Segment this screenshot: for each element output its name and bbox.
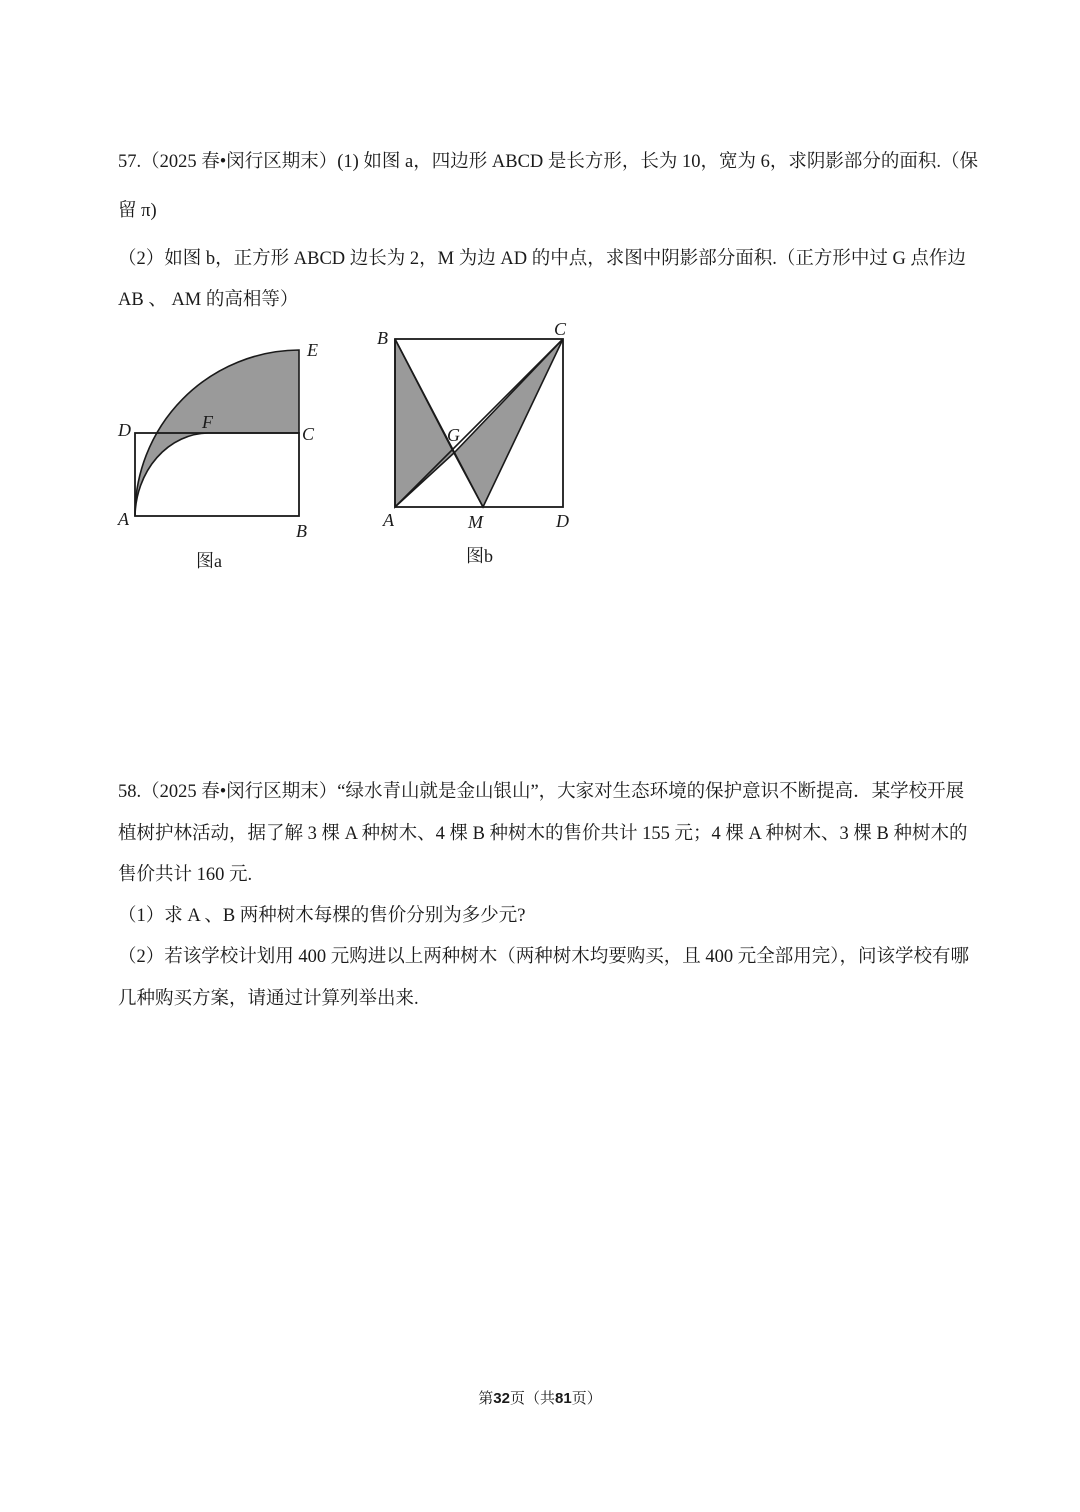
page-footer	[0, 1387, 1080, 1408]
label-b-C: C	[554, 319, 567, 339]
footer-page-number: 32	[493, 1390, 510, 1407]
figure-b-caption: 图b	[466, 546, 493, 566]
q57-line-1: 57.（2025 春•闵行区期末）(1) 如图 a，四边形 ABCD 是长方形，长为 10，宽为 6，求阴影部分的面积.（保	[118, 152, 979, 172]
figure-a-caption: 图a	[196, 551, 222, 571]
label-a-B: B	[296, 521, 307, 541]
q58-line-3: 售价共计 160 元.	[118, 865, 253, 885]
figure-b	[370, 318, 590, 543]
figure-b-shaded-triangle-left	[395, 339, 454, 507]
label-b-M: M	[468, 512, 483, 532]
label-a-A: A	[118, 509, 129, 529]
q57-line-4: AB 、 AM 的高相等）	[118, 290, 299, 310]
figure-a	[110, 330, 340, 555]
q57-line-2: 留 π)	[118, 201, 157, 221]
label-a-C: C	[302, 424, 315, 444]
footer-prefix: 第	[478, 1390, 494, 1407]
label-b-D: D	[556, 511, 569, 531]
q58-line-6: 几种购买方案，请通过计算列举出来.	[118, 989, 419, 1009]
figure-a-drawing	[110, 330, 340, 550]
label-b-A: A	[383, 510, 394, 530]
q58-line-4: （1）求 A 、B 两种树木每棵的售价分别为多少元?	[118, 906, 526, 926]
footer-mid: 页（共	[509, 1390, 555, 1407]
label-b-B: B	[377, 328, 388, 348]
label-b-G: G	[447, 425, 460, 445]
label-a-F: F	[202, 412, 213, 432]
q58-line-1: 58.（2025 春•闵行区期末）“绿水青山就是金山银山”，大家对生态环境的保护意识不断提高．某学校开展	[118, 782, 965, 802]
label-a-E: E	[307, 340, 318, 360]
q57-line-3: （2）如图 b，正方形 ABCD 边长为 2，M 为边 AD 的中点，求图中阴影部分面积.（正方形中过 G 点作边	[118, 249, 966, 269]
q58-line-2: 植树护林活动，据了解 3 棵 A 种树木、4 棵 B 种树木的售价共计 155 元；4 棵 A 种树木、3 棵 B 种树木的	[118, 824, 968, 844]
figure-b-drawing	[370, 318, 590, 538]
footer-suffix: 页）	[571, 1390, 602, 1407]
label-a-D: D	[118, 420, 131, 440]
footer-total-pages: 81	[555, 1390, 572, 1407]
q58-line-5: （2）若该学校计划用 400 元购进以上两种树木（两种树木均要购买，且 400 元全部用完），问该学校有哪	[118, 947, 970, 967]
